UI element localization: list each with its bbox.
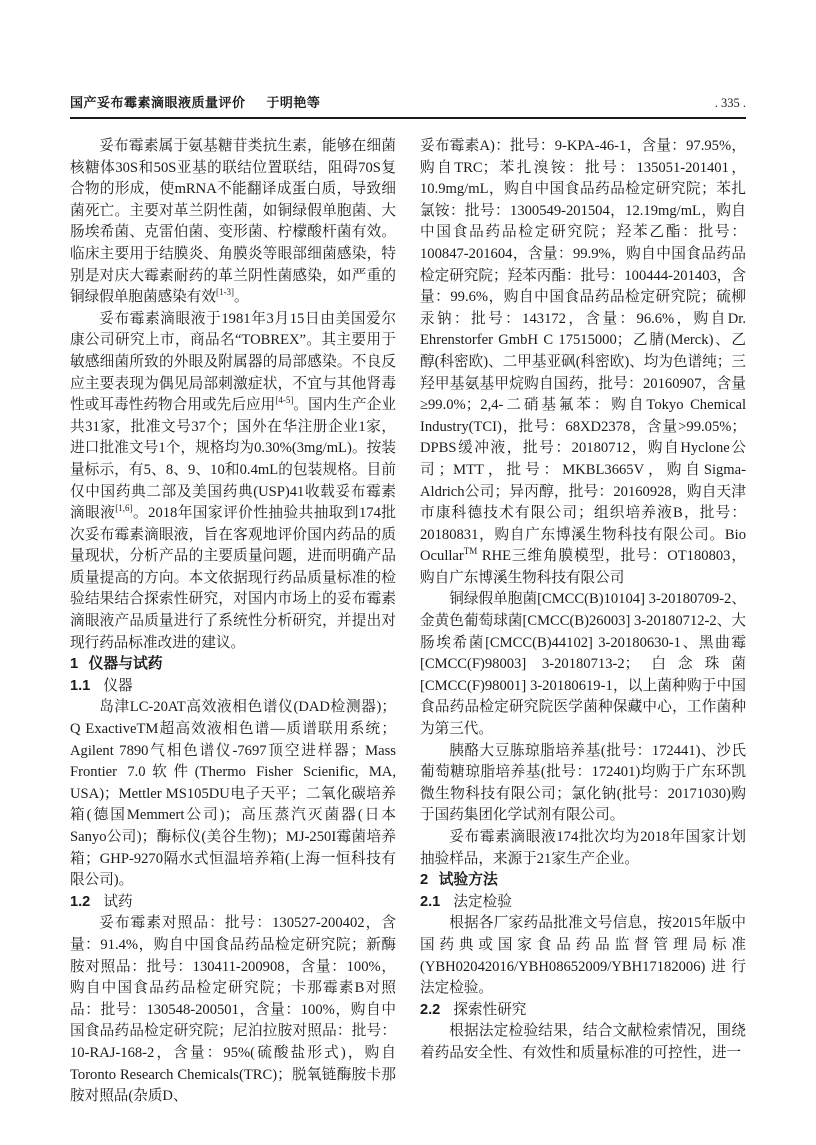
subsection-number: 2.1 <box>420 893 441 910</box>
text-run: 妥布霉素属于氨基糖苷类抗生素，能够在细菌核糖体30S和50S亚基的联结位置联结，阻碍70S复合物的形成，使mRNA不能翻译成蛋白质，导致细菌死亡。主要对革兰阴性菌，如铜绿假单胞菌、大肠埃希菌、克雷伯菌、变形菌、柠檬酸杆菌有效。临床主要用于结膜炎、角膜炎等眼部细菌感染，特别是对庆大霉素耐药的革兰阴性菌感染，如严重的铜绿假单胞菌感染有效 <box>70 138 396 306</box>
subsection-title: 仪器 <box>103 677 133 694</box>
text-run: RHE三维角膜模型，批号：OT180803，购自广东博溪生物科技有限公司 <box>420 548 746 586</box>
paragraph-strains: 铜绿假单胞菌[CMCC(B)10104] 3-20180709-2、金黄色葡萄球菌[CMCC(B)26003] 3-20180712-2、大肠埃希菌[CMCC(B)44102] 3-20180630-1、黑曲霉[CMCC(F)98003] 3-20180713-2；白念珠菌[CMCC(F)98001] 3-20180619-1，以上菌种购于中国食品药品检定研究院医学菌种保藏中心，工作菌种为第三代。 <box>420 591 746 738</box>
text-run: 。国内生产企业共31家，批准文号37个；国外在华注册企业1家，进口批准文号1个，规格均为0.30%(3mg/mL)。按装量标示，有5、8、9、10和0.4mL的包装规格。目前仅中国药典二部及美国药典(USP)41收载妥布霉素滴眼液 <box>70 397 396 522</box>
paragraph-background <box>70 309 396 655</box>
text-run: 。2018年国家评价性抽验共抽取到174批次妥布霉素滴眼液，旨在客观地评价国内药品的质量现状，分析产品的主要质量问题，进而明确产品质量提高的方向。本文依据现行药品质量标准的检验结果结合探索性研究，对国内市场上的妥布霉素滴眼液产品质量进行了系统性分析研究，并提出对现行药品标准改进的建议。 <box>70 505 396 651</box>
subsection-number: 1.1 <box>70 677 91 694</box>
right-column <box>420 136 746 1108</box>
paragraph-reagents-continued <box>420 136 746 589</box>
trademark-sup: TM <box>463 546 478 557</box>
section-heading-1 <box>70 654 396 676</box>
paragraph-reagents: 妥布霉素对照品：批号：130527-200402，含量：91.4%，购自中国食品药品检定研究院；新酶胺对照品：批号：130411-200908，含量：100%，购自中国食品药品检定研究院；卡那霉素B对照品：批号：130548-200501，含量：100%，购自中国食品药品检定研究院；尼泊拉胺对照品：批号：10-RAJ-168-2，含量：95%(硫酸盐形式)，购自Toronto Research Chemicals(TRC)；脱氧链酶胺卡那胺对照品(杂质D、 <box>70 915 396 1105</box>
text-run: 。 <box>233 289 249 306</box>
running-title: 国产妥布霉素滴眼液质量评价 <box>70 95 246 110</box>
paragraph-legal-test: 根据各厂家药品批准文号信息，按2015年版中国药典或国家食品药品监督管理局标准(YBH02042016/YBH08652009/YBH17182006)进行法定检验。 <box>420 915 746 997</box>
paragraph-instruments: 岛津LC-20AT高效液相色谱仪(DAD检测器)；Q ExactiveTM超高效液相色谱—质谱联用系统；Agilent 7890气相色谱仪-7697顶空进样器；Mass Frontier 7.0软件(Thermo Fisher Scienific, MA, USA)；Mettler MS105DU电子天平；二氧化碳培养箱(德国Memmert公司)；高压蒸汽灭菌器(日本Sanyo公司)；酶标仪(美谷生物)；MJ-250I霉菌培养箱；GHP-9270隔水式恒温培养箱(上海一恒科技有限公司)。 <box>70 699 396 889</box>
page-header <box>70 95 746 119</box>
paragraph-media: 胰酪大豆胨琼脂培养基(批号：172441)、沙氏葡萄糖琼脂培养基(批号：172401)均购于广东环凯微生物科技有限公司；氯化钠(批号：20171030)购于国药集团化学试剂有限公司。 <box>420 742 746 824</box>
paragraph-samples: 妥布霉素滴眼液174批次均为2018年国家计划抽验样品，来源于21家生产企业。 <box>420 829 746 867</box>
paragraph-intro <box>70 136 396 309</box>
page-number: . 335 . <box>714 96 746 110</box>
subsection-number: 1.2 <box>70 893 91 910</box>
text-run: 妥布霉素A)：批号：9-KPA-46-1，含量：97.95%，购自TRC；苯扎溴铵：批号：135051-201401，10.9mg/mL，购自中国食品药品检定研究院；苯扎氯铵：批号：1300549-201504，12.19mg/mL，购自中国食品药品检定研究院；羟苯乙酯：批号：100847-201604，含量：99.9%，购自中国食品药品检定研究院；羟苯丙酯：批号：100444-201403，含量：99.6%，购自中国食品药品检定研究院；硫柳汞钠：批号：143172，含量：96.6%，购自Dr. Ehrenstorfer GmbH C 17515000；乙腈(Merck)、乙醇(科密欧)、二甲基亚砜(科密欧)、均为色谱纯；三羟甲基氨基甲烷购自国药，批号：20160907，含量≥99.0%；2,4-二硝基氟苯：购自Tokyo Chemical Industry(TCI)，批号：68XD2378，含量>99.05%；DPBS缓冲液，批号：20180712，购自Hyclone公司；MTT，批号：MKBL3665V，购自Sigma-Aldrich公司；异丙醇，批号：20160928，购自天津市康科德技术有限公司；组织培养液B，批号：20180831，购自广东博溪生物科技有限公司。Bio Ocullar <box>420 138 746 565</box>
text-run: 妥布霉素滴眼液于1981年3月15日由美国爱尔康公司研究上市，商品名“TOBREX”。其主要用于敏感细菌所致的外眼及附属器的局部感染。不良反应主要表现为偶见局部刺激症状，不宜与其他肾毒性或耳毒性药物合用或先后应用 <box>70 310 396 414</box>
subsection-title: 法定检验 <box>453 893 512 910</box>
subsection-heading-2-2 <box>420 1000 746 1022</box>
subsection-title: 试药 <box>103 893 133 910</box>
article-body <box>70 136 746 1108</box>
paragraph-exploratory: 根据法定检验结果，结合文献检索情况，围绕着药品安全性、有效性和质量标准的可控性，进一 <box>420 1023 746 1061</box>
section-number: 2 <box>420 872 429 889</box>
running-author: 于明艳等 <box>266 95 321 110</box>
citation-ref: [4-5] <box>275 395 294 406</box>
subsection-title: 探索性研究 <box>453 1001 527 1018</box>
left-column <box>70 136 396 1108</box>
citation-ref: [1-3] <box>215 287 234 298</box>
subsection-number: 2.2 <box>420 1001 441 1018</box>
section-title: 试验方法 <box>438 872 498 889</box>
header-rule <box>70 117 746 119</box>
running-head <box>70 95 746 111</box>
subsection-heading-2-1 <box>420 892 746 914</box>
subsection-heading-1-1 <box>70 676 396 698</box>
citation-ref: [1,6] <box>115 503 133 514</box>
section-heading-2 <box>420 870 746 892</box>
subsection-heading-1-2 <box>70 892 396 914</box>
section-number: 1 <box>70 656 79 673</box>
section-title: 仪器与试药 <box>88 656 163 673</box>
